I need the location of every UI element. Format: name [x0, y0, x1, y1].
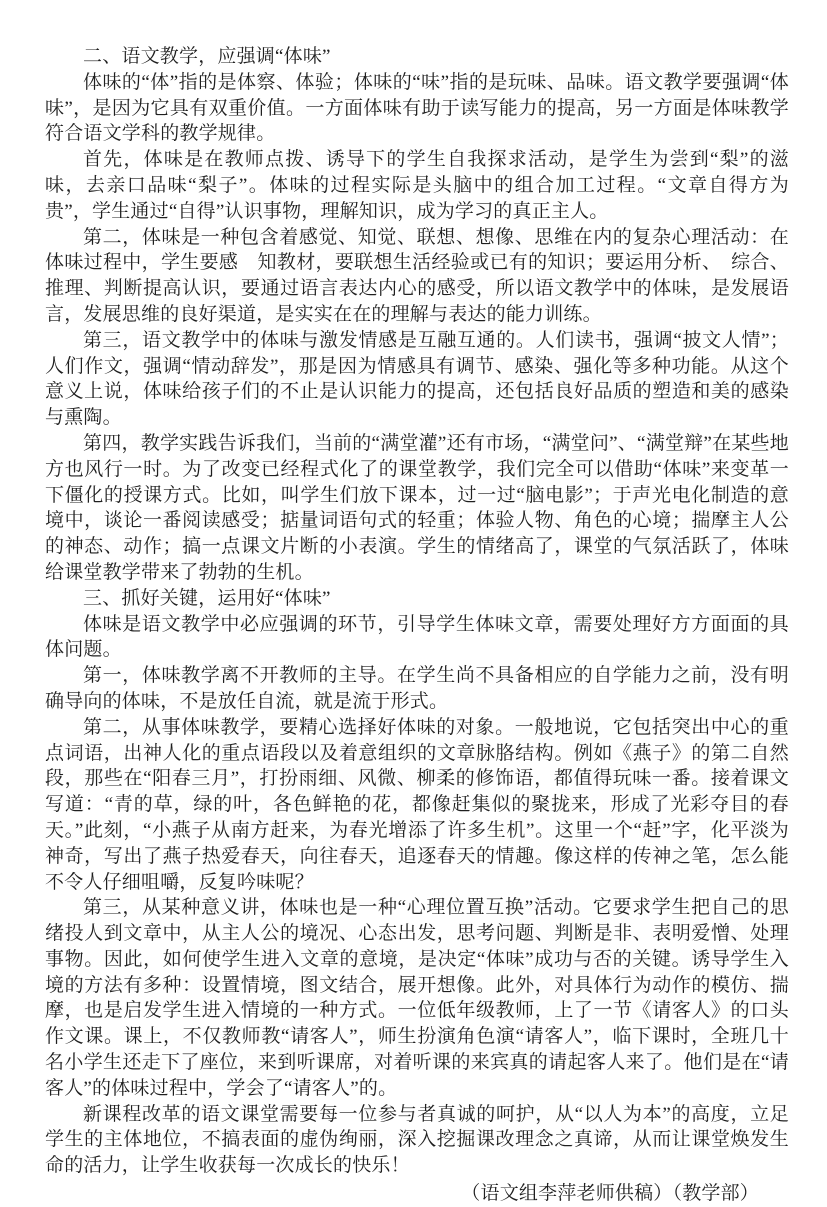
- paragraph: 第四，教学实践告诉我们，当前的“满堂灌”还有市场，“满堂问”、“满堂辩”在某些地方也风行一时。为了改变已经程式化了的课堂教学，我们完全可以借助“体味”来变革一下僵化的授课方式。比如，叫学生们放下课本，过一过“脑电影”；于声光电化制造的意境中，谈论一番阅读感受；掂量词语句式的轻重；体验人物、角色的心境；揣摩主人公的神态、动作；搞一点课文片断的小表演。学生的情绪高了，课堂的气氛活跃了，体味给课堂教学带来了勃勃的生机。: [45, 432, 789, 583]
- paragraph: 新课程改革的语文课堂需要每一位参与者真诚的呵护，从“以人为本”的高度，立足学生的主体地位，不搞表面的虚伪绚丽，深入挖掘课改理念之真谛，从而让课堂焕发生命的活力，让学生收获每一次成长的快乐！: [45, 1103, 789, 1177]
- section-heading: 三、抓好关键，运用好“体味”: [83, 587, 331, 609]
- paragraph: 第二，从事体味教学，要精心选择好体味的对象。一般地说，它包括突出中心的重点词语，出神人化的重点语段以及着意组织的文章脉胳结构。例如《燕子》的第二自然段，那些在“阳春三月”，打扮雨细、风微、柳柔的修饰语，都值得玩味一番。接着课文写道：“青的草，绿的叶，各色鲜艳的花，都像赶集似的聚拢来，形成了光彩夺目的春天。”此刻，“小燕子从南方赶来，为春光增添了许多生机”。这里一个“赶”字，化平淡为神奇，写出了燕子热爱春天，向往春天，追逐春天的情趣。像这样的传神之笔，怎么能不令人仔细咀嚼，反复吟味呢？: [45, 716, 789, 893]
- signature-line: （语文组李萍老师供稿）（教学部）: [461, 1183, 759, 1205]
- section-heading: 二、语文教学，应强调“体味”: [83, 46, 331, 67]
- paragraph: 体味是语文教学中必应强调的环节，引导学生体味文章，需要处理好方方面面的具体问题。: [45, 613, 789, 661]
- paragraph: 第一，体味教学离不开教师的主导。在学生尚不具备相应的自学能力之前，没有明确导向的体味，不是放任自流，就是流于形式。: [45, 665, 789, 712]
- paragraph: 第三，从某种意义讲，体味也是一种“心理位置互换”活动。它要求学生把自己的思绪投人到文章中，从主人公的境况、心态出发，思考问题、判断是非、表明爱憎、处理事物。因此，如何使学生进入文章的意境，是决定“体味”成功与否的关键。诱导学生入境的方法有多种：设置情境，图文结合，展开想像。此外，对具体行为动作的模仿、揣摩，也是启发学生进入情境的一种方式。一位低年级教师，上了一节《请客人》的口头作文课。课上，不仅教师教“请客人”，师生扮演角色演“请客人”，临下课时，全班几十名小学生还走下了座位，来到听课席，对着听课的来宾真的请起客人来了。他们是在“请客人”的体味过程中，学会了“请客人”的。: [45, 897, 789, 1099]
- paragraph: 第三，语文教学中的体味与激发情感是互融互通的。人们读书，强调“披文人情”；人们作文，强调“情动辞发”，那是因为情感具有调节、感染、强化等多种功能。从这个意义上说，体味给孩子们的不止是认识能力的提高，还包括良好品质的塑造和美的感染与熏陶。: [45, 329, 789, 429]
- document-body: [45, 44, 789, 1207]
- paragraph: 第二，体味是一种包含着感觉、知觉、联想、想像、思维在内的复杂心理活动：在体味过程中，学生要感 知教材，要联想生活经验或已有的知识；要运用分析、 综合、推理、判断提高认识，要通过语言表达内心的感受，所以语文教学中的体味，是发展语言，发展思维的良好渠道，是实实在在的理解与表达的能力训练。: [45, 226, 789, 325]
- paragraph: 体味的“体”指的是体察、体验；体味的“味”指的是玩味、品味。语文教学要强调“体味”，是因为它具有双重价值。一方面体味有助于读写能力的提高，另一方面是体味教学符合语文学科的教学规律。: [45, 71, 789, 145]
- paragraph: 首先，体味是在教师点拨、诱导下的学生自我探求活动，是学生为尝到“梨”的滋味，去亲口品味“梨子”。体味的过程实际是头脑中的组合加工过程。“文章自得方为贵”，学生通过“自得”认识事物，理解知识，成为学习的真正主人。: [45, 149, 789, 222]
